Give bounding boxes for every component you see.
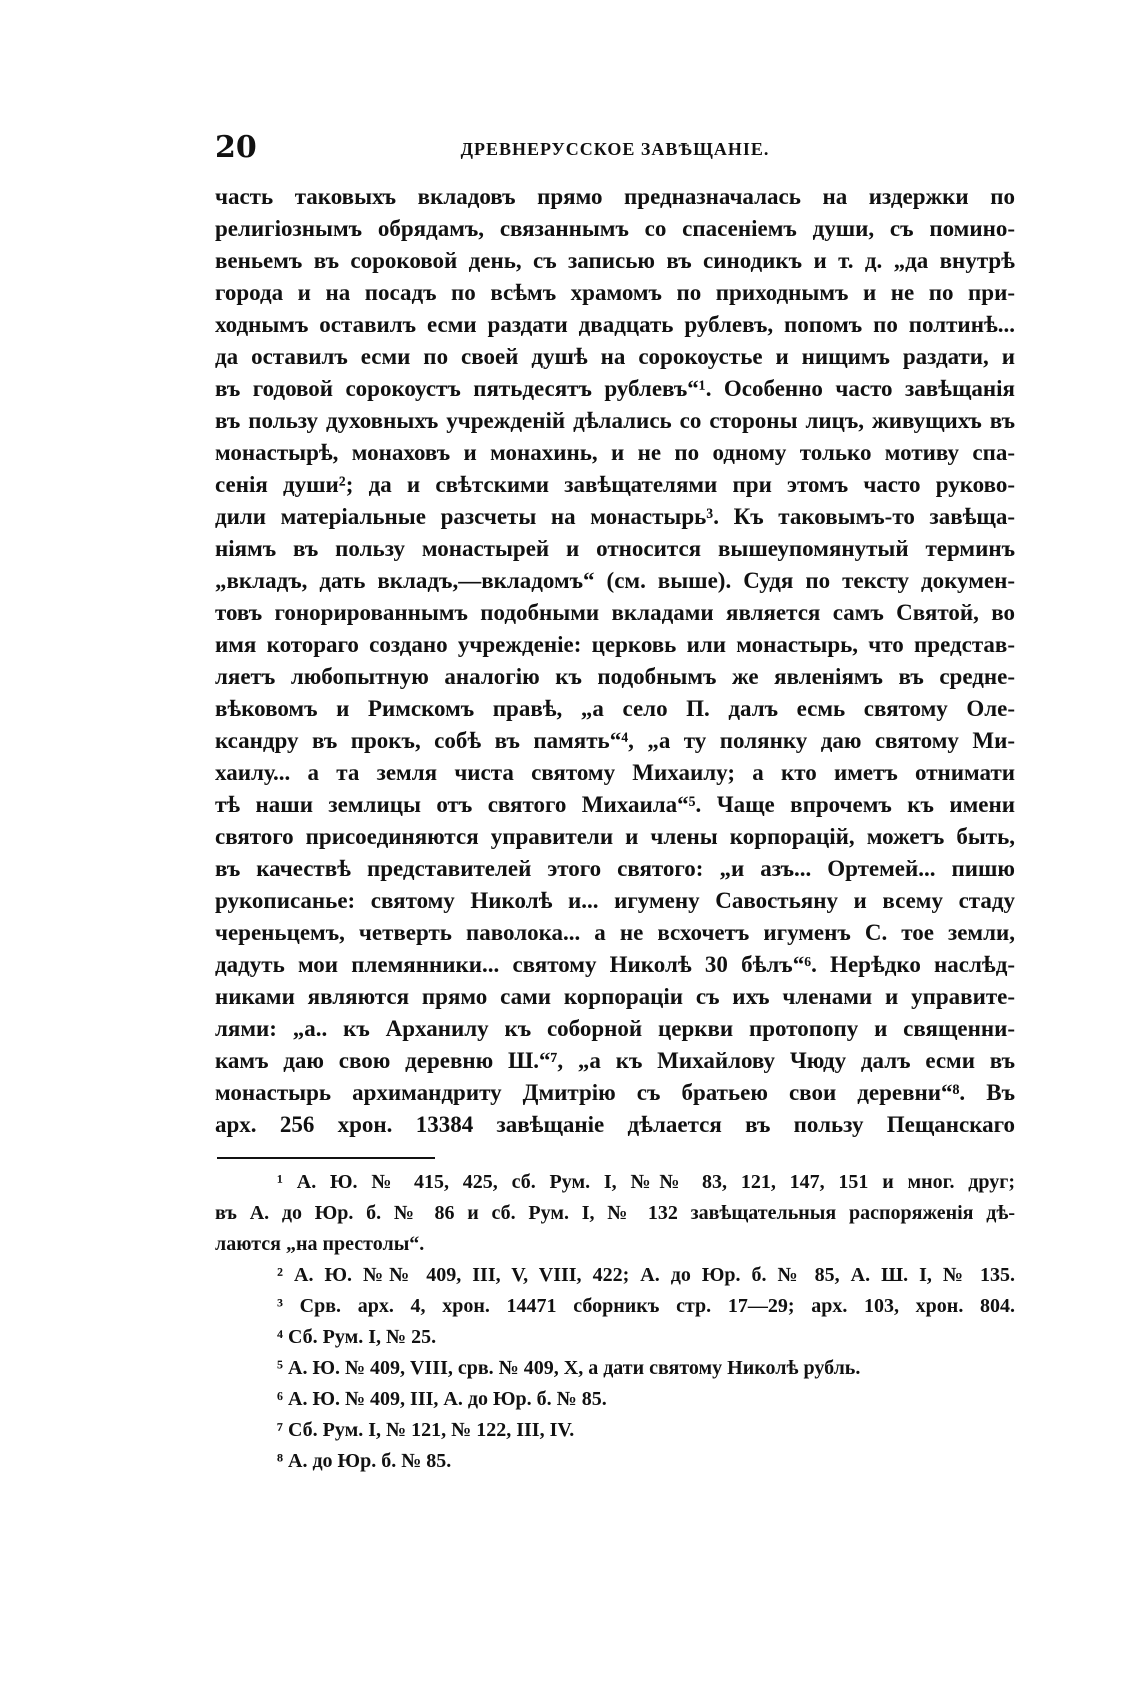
main-text bbox=[215, 181, 1015, 1141]
text-line: въ годовой сорокоустъ пятьдесятъ рублевъ“¹. Особенно часто завѣщанія bbox=[215, 376, 1015, 401]
footnote-line: въ А. до Юр. б. № 86 и сб. Рум. I, № 132 завѣщательныя распоряженія дѣ- bbox=[215, 1202, 1015, 1224]
footnote-line: ¹ А. Ю. № 415, 425, сб. Рум. I, №№ 83, 121, 147, 151 и мног. друг; bbox=[277, 1171, 1015, 1193]
text-line: арх. 256 хрон. 13384 завѣщаніе дѣлается въ пользу Пещанскаго bbox=[215, 1112, 1015, 1137]
text-line: хаилу... а та земля чиста святому Михаилу; а кто иметъ отнимати bbox=[215, 760, 1015, 785]
footnote-line: ² А. Ю. №№ 409, III, V, VIII, 422; А. до Юр. б. № 85, А. Ш. I, № 135. bbox=[277, 1264, 1015, 1286]
text-line: имя котораго создано учрежденіе: церковь или монастырь, что представ- bbox=[215, 632, 1015, 657]
page-number: 20 bbox=[215, 130, 257, 165]
text-line: часть таковыхъ вкладовъ прямо предназначалась на издержки по bbox=[215, 184, 1015, 209]
text-line: череньцемъ, четверть паволока... а не всхочетъ игуменъ С. тое земли, bbox=[215, 920, 1015, 945]
text-line: сенія души²; да и свѣтскими завѣщателями при этомъ часто руково- bbox=[215, 472, 1015, 497]
footnote-line: ⁸ А. до Юр. б. № 85. bbox=[277, 1450, 452, 1472]
footnote-line: ³ Срв. арх. 4, хрон. 14471 сборникъ стр. 17—29; арх. 103, хрон. 804. bbox=[277, 1295, 1015, 1317]
footnotes bbox=[215, 1167, 1015, 1477]
text-line: религіознымъ обрядамъ, связаннымъ со спасеніемъ души, съ помино- bbox=[215, 216, 1015, 241]
footnote-line: ⁶ А. Ю. № 409, III, А. до Юр. б. № 85. bbox=[277, 1388, 607, 1410]
footnote-line: лаются „на престолы“. bbox=[215, 1233, 425, 1255]
text-line: монастырь архимандриту Дмитрію съ братьею свои деревни“⁸. Въ bbox=[215, 1080, 1015, 1105]
text-line: ходнымъ оставилъ есми раздати двадцать рублевъ, попомъ по полтинѣ... bbox=[215, 312, 1015, 337]
text-line: дили матеріальные разсчеты на монастырь³. Къ таковымъ-то завѣща- bbox=[215, 504, 1015, 529]
text-line: вѣковомъ и Римскомъ правѣ, „а село П. далъ есмь святому Оле- bbox=[215, 696, 1015, 721]
text-line: тѣ наши землицы отъ святого Михаила“⁵. Чаще впрочемъ къ имени bbox=[215, 792, 1015, 817]
text-line: въ пользу духовныхъ учрежденій дѣлались со стороны лицъ, живущихъ въ bbox=[215, 408, 1015, 433]
text-line: веньемъ въ сороковой день, съ записью въ синодикъ и т. д. „да внутрѣ bbox=[215, 248, 1015, 273]
page-header bbox=[215, 128, 1015, 168]
text-line: ксандру въ прокъ, собѣ въ память“⁴, „а ту полянку даю святому Ми- bbox=[215, 728, 1015, 753]
footnote-line: ⁵ А. Ю. № 409, VIII, срв. № 409, X, а дати святому Николѣ рубль. bbox=[277, 1357, 861, 1379]
text-line: да оставилъ есми по своей душѣ на сорокоустье и нищимъ раздати, и bbox=[215, 344, 1015, 369]
text-line: города и на посадъ по всѣмъ храмомъ по приходнымъ и не по при- bbox=[215, 280, 1015, 305]
text-line: лями: „а.. къ Арханилу къ соборной церкви протопопу и священни- bbox=[215, 1016, 1015, 1041]
book-page bbox=[215, 0, 1015, 1697]
footnote-line: ⁷ Сб. Рум. I, № 121, № 122, III, IV. bbox=[277, 1419, 575, 1441]
footnote-line: ⁴ Сб. Рум. I, № 25. bbox=[277, 1326, 437, 1348]
text-line: „вкладъ, дать вкладъ,—вкладомъ“ (см. выше). Судя по тексту докумен- bbox=[215, 568, 1015, 593]
text-line: рукописанье: святому Николѣ и... игумену Савостьяну и всему стаду bbox=[215, 888, 1015, 913]
text-line: никами являются прямо сами корпораціи съ ихъ членами и управите- bbox=[215, 984, 1015, 1009]
text-line: ніямъ въ пользу монастырей и относится вышеупомянутый терминъ bbox=[215, 536, 1015, 561]
text-line: камъ даю свою деревню Ш.“⁷, „а къ Михайлову Чюду далъ есми въ bbox=[215, 1048, 1015, 1073]
text-line: дадуть мои племянники... святому Николѣ 30 бѣлъ“⁶. Нерѣдко наслѣд- bbox=[215, 952, 1015, 977]
text-line: товъ гонорированнымъ подобными вкладами является самъ Святой, во bbox=[215, 600, 1015, 625]
text-line: монастырѣ, монаховъ и монахинь, и не по одному только мотиву спа- bbox=[215, 440, 1015, 465]
text-line: ляетъ любопытную аналогію къ подобнымъ же явленіямъ въ средне- bbox=[215, 664, 1015, 689]
running-title: ДРЕВНЕРУССКОЕ ЗАВѢЩАНІЕ. bbox=[460, 139, 770, 159]
footnote-divider bbox=[217, 1157, 435, 1159]
text-line: святого присоединяются управители и члены корпорацій, можетъ быть, bbox=[215, 824, 1015, 849]
text-line: въ качествѣ представителей этого святого: „и азъ... Ортемей... пишю bbox=[215, 856, 1015, 881]
